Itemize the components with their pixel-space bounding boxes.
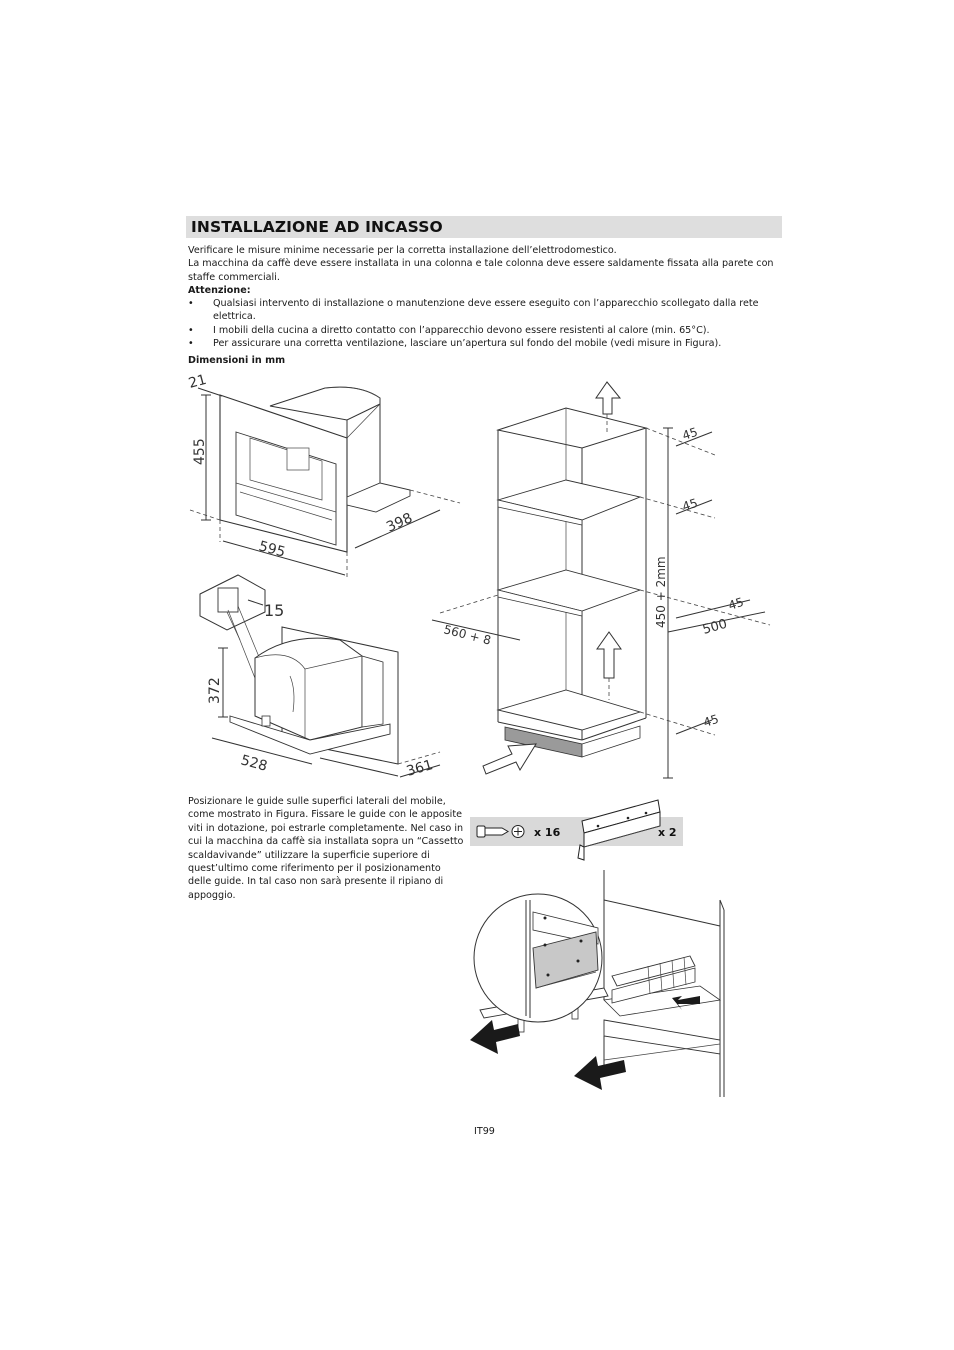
rails-quantity: x 2 <box>658 826 677 839</box>
dim-label: 45 <box>726 594 746 613</box>
attention-item: • I mobili della cucina a diretto contatto con l’apparecchio devono essere resistenti al calore (min. 65°C). <box>188 324 782 337</box>
dim-label: 500 <box>700 616 729 638</box>
appliance-dimension-figure <box>187 372 460 580</box>
attention-item: • Qualsiasi intervento di installazione o manutenzione deve essere eseguito con l’apparecchio scollegato dalla rete elettrica. <box>188 297 782 324</box>
dimensions-label: Dimensioni in mm <box>188 355 286 367</box>
niche-dimension-figure <box>200 575 440 780</box>
guides-instructions: Posizionare le guide sulle superfici laterali del mobile, come mostrato in Figura. Fissare le guide con le apposite viti in dotazione, poi estrarle completamente. Nel caso in cui la macchina da caffè sia installata sopra un “Cassetto scaldavivande” utilizzare la superficie superiore di quest’ultimo come riferimento per il posizionamento delle guide. In tal caso non sarà presente il ripiano di appoggio. <box>188 796 464 901</box>
dim-label: 45 <box>701 711 721 730</box>
dim-label: 372 <box>207 677 223 704</box>
intro-line-2: La macchina da caffè deve essere installata in una colonna e tale colonna deve essere saldamente fissata alla parete con staffe commerciali. <box>188 258 774 283</box>
pull-out-arrow-icon <box>470 1020 520 1054</box>
attention-label: Attenzione: <box>188 284 251 296</box>
dim-label: 45 <box>680 424 700 443</box>
dim-label: 528 <box>238 752 269 775</box>
dim-label: 455 <box>192 438 208 465</box>
intro-line-1: Verificare le misure minime necessarie per la corretta installazione dell’elettrodomestico. <box>188 245 617 256</box>
dim-label: 21 <box>186 371 209 392</box>
section-title: INSTALLAZIONE AD INCASSO <box>191 218 443 236</box>
attention-item: • Per assicurare una corretta ventilazione, lasciare un’apertura sul fondo del mobile (vedi misure in Figura). <box>188 337 782 350</box>
parts-panel <box>470 800 683 860</box>
dim-label: 450 + 2mm <box>654 556 668 628</box>
column-cabinet-figure <box>432 382 770 778</box>
dim-label: 398 <box>384 510 416 536</box>
rail-mounting-figure <box>470 870 724 1097</box>
dim-label: 560 + 8 <box>442 622 493 648</box>
screws-quantity: x 16 <box>534 826 561 839</box>
page-number: IT99 <box>474 1126 495 1137</box>
pull-out-arrow-icon <box>574 1056 626 1090</box>
dim-label: 45 <box>680 495 700 514</box>
dim-label: 15 <box>264 601 285 620</box>
dim-label: 361 <box>404 757 435 780</box>
dim-label: 595 <box>256 538 287 561</box>
